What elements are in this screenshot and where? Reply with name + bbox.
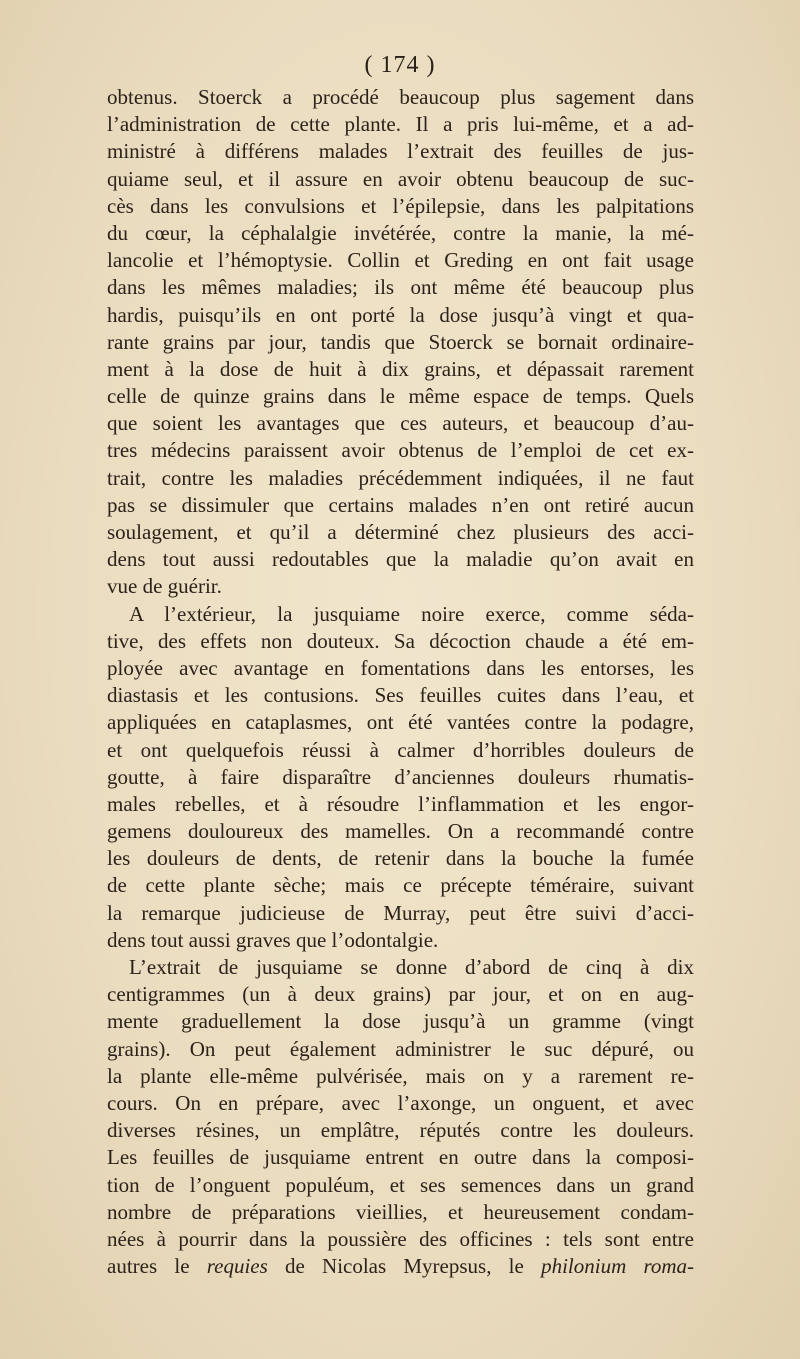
page-number: ( 174 ) [364,52,436,78]
text-line: quiame seul, et il assure en avoir obtenu beaucoup de suc- [107,166,694,191]
final-line-before: autres le [107,1254,207,1279]
text-line: cours. On en prépare, avec l’axonge, un onguent, et avec [107,1090,694,1115]
text-line: vue de guérir. [107,574,222,599]
text-line: diastasis et les contusions. Ses feuilles cuites dans l’eau, et [107,683,694,708]
text-line: dens tout aussi redoutables que la maladie qu’on avait en [107,547,694,572]
text-line: mente graduellement la dose jusqu’à un gramme (vingt [107,1009,694,1034]
text-line: goutte, à faire disparaître d’anciennes douleurs rhumatis- [107,764,694,789]
text-line: lancolie et l’hémoptysie. Collin et Greding en ont fait usage [107,248,694,273]
text-line: appliquées en cataplasmes, ont été vantées contre la podagre, [107,710,694,735]
text-line: tres médecins paraissent avoir obtenus de l’emploi de cet ex- [107,438,694,463]
text-line: dens tout aussi graves que l’odontalgie. [107,927,439,952]
text-line: nées à pourrir dans la poussière des officines : tels sont entre [107,1226,694,1251]
text-line-final [107,1253,694,1280]
body-text [107,84,694,1280]
text-line: soulagement, et qu’il a déterminé chez plusieurs des acci- [107,520,694,544]
text-line: l’administration de cette plante. Il a pris lui-même, et a ad- [107,112,694,137]
final-line-italic-requies: requies [206,1254,268,1279]
text-line: pas se dissimuler que certains malades n’en ont retiré aucun [107,492,694,517]
final-line-italic-philonium: philonium roma- [541,1254,694,1279]
text-line: dans les mêmes maladies; ils ont même été beaucoup plus [107,275,694,300]
text-line: hardis, puisqu’ils en ont porté la dose jusqu’à vingt et qua- [107,302,694,327]
text-line: la plante elle-même pulvérisée, mais on y a rarement re- [107,1063,694,1088]
final-line-middle: de Nicolas Myrepsus, le [267,1254,542,1279]
text-line: grains). On peut également administrer le suc dépuré, ou [107,1036,694,1061]
text-line: et ont quelquefois réussi à calmer d’horribles douleurs de [107,737,694,762]
text-line: A l’extérieur, la jusquiame noire exerce, comme séda- [129,601,694,626]
text-line: tion de l’onguent populéum, et ses semences dans un grand [107,1172,694,1197]
text-line: que soient les avantages que ces auteurs, et beaucoup d’au- [107,411,694,436]
text-line: rante grains par jour, tandis que Stoerck se bornait ordinaire- [107,329,694,354]
text-line: nombre de préparations vieillies, et heureusement condam- [107,1199,694,1224]
text-line: trait, contre les maladies précédemment indiquées, il ne faut [107,465,694,490]
text-line: diverses résines, un emplâtre, réputés contre les douleurs. [107,1118,694,1143]
text-line: ployée avec avantage en fomentations dans les entorses, les [107,655,694,680]
text-line: les douleurs de dents, de retenir dans la bouche la fumée [107,846,694,871]
text-line: de cette plante sèche; mais ce précepte téméraire, suivant [107,873,694,898]
text-line: ministré à différens malades l’extrait des feuilles de jus- [107,139,694,164]
text-line: Les feuilles de jusquiame entrent en outre dans la composi- [107,1145,694,1170]
text-line: gemens douloureux des mamelles. On a recommandé contre [107,819,694,844]
text-line: tive, des effets non douteux. Sa décoction chaude a été em- [107,628,694,653]
text-line: obtenus. Stoerck a procédé beaucoup plus sagement dans [107,85,694,109]
text-line: centigrammes (un à deux grains) par jour, et on en aug- [107,982,694,1007]
text-line: la remarque judicieuse de Murray, peut être suivi d’acci- [107,900,694,925]
text-line: cès dans les convulsions et l’épilepsie, dans les palpitations [107,193,694,218]
text-line: du cœur, la céphalalgie invétérée, contre la manie, la mé- [107,220,694,245]
text-line: celle de quinze grains dans le même espace de temps. Quels [107,384,694,409]
text-line: L’extrait de jusquiame se donne d’abord de cinq à dix [129,955,694,979]
text-line: males rebelles, et à résoudre l’inflammation et les engor- [107,791,694,816]
text-line: ment à la dose de huit à dix grains, et dépassait rarement [107,356,694,381]
